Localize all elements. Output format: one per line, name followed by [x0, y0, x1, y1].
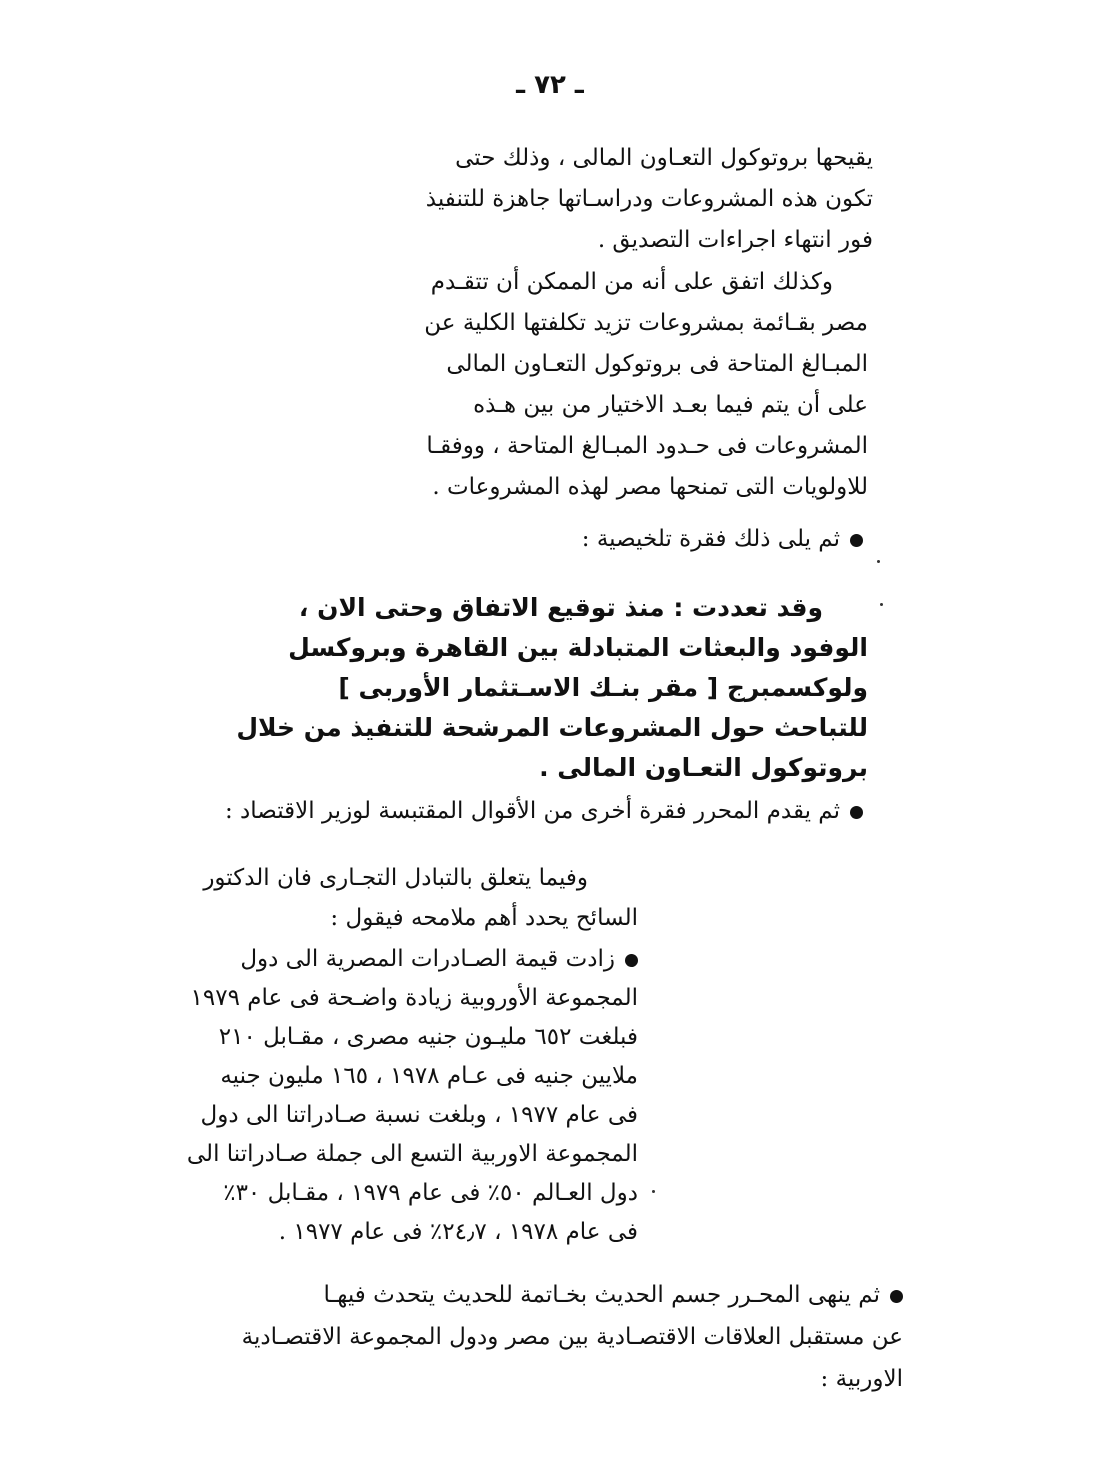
text-line: على أن يتم فيما بعـد الاختيار من بين هـذه	[473, 392, 868, 418]
text-line: المجموعة الاوربية التسع الى جملة صـادراتنا الى	[186, 1141, 638, 1167]
bullet-summary-intro	[243, 524, 863, 554]
text-line: فى عام ١٩٧٧ ، وبلغت نسبة صـادراتنا الى دول	[200, 1102, 638, 1128]
text-line: ولوكسمبرج [ مقر بنـك الاسـتثمار الأوربى ]	[338, 673, 868, 702]
bullet-dot-icon	[850, 806, 863, 819]
scan-speck	[880, 603, 883, 606]
text-line: للتباحث حول المشروعات المرشحة للتنفيذ من خلال	[236, 713, 868, 742]
text-line: الاوربية :	[820, 1366, 903, 1392]
bullet-line	[118, 1274, 903, 1316]
bullet-text: ثم ينهى المحـرر جسم الحديث بخـاتمة للحديث يتحدث فيهـا	[323, 1282, 880, 1308]
text-line: فبلغت ٦٥٢ مليـون جنيه مصرى ، مقـابل ٢١٠	[218, 1024, 638, 1050]
text-line: وكذلك اتفق على أنه من الممكن أن تتقـدم	[430, 269, 833, 295]
text-line: للاولويات التى تمنحها مصر لهذه المشروعات .	[432, 474, 868, 500]
scan-speck	[652, 1190, 655, 1193]
text-line: وفيما يتعلق بالتبادل التجـارى فان الدكتور	[203, 865, 588, 891]
text-line: فى عام ١٩٧٨ ، ٢٤٫٧٪ فى عام ١٩٧٧ .	[278, 1219, 638, 1245]
bullet-minister-quote-intro	[143, 796, 863, 826]
text-line: المبـالغ المتاحة فى بروتوكول التعـاون المالى	[446, 351, 868, 377]
paragraph-exports-figures	[133, 940, 638, 1252]
text-line: فور انتهاء اجراءات التصديق .	[597, 227, 873, 253]
bullet-line	[243, 524, 863, 554]
bullet-dot-icon	[625, 954, 638, 967]
paragraph-trade-exchange	[133, 858, 638, 938]
page-number: ـ ٧٢ ـ	[516, 70, 584, 100]
bullet-text: ثم يقدم المحرر فقرة أخرى من الأقوال المقتبسة لوزير الاقتصاد :	[224, 798, 840, 824]
text-line: مصر بقـائمة بمشروعات تزيد تكلفتها الكلية عن	[424, 310, 868, 336]
paragraph-projects-list	[358, 262, 868, 508]
paragraph-financial-protocol	[358, 138, 873, 261]
bullet-text: ثم يلى ذلك فقرة تلخيصية :	[581, 526, 840, 552]
text-line: يقيحها بروتوكول التعـاون المالى ، وذلك حتى	[455, 145, 873, 171]
bullet-text: زادت قيمة الصـادرات المصرية الى دول	[240, 946, 615, 972]
text-line: عن مستقبل العلاقات الاقتصـادية بين مصر ودول المجموعة الاقتصـادية	[241, 1324, 903, 1350]
text-line: بروتوكول التعـاون المالى .	[539, 753, 868, 782]
text-line: الوفود والبعثات المتبادلة بين القاهرة وبروكسل	[288, 633, 868, 662]
text-line: تكون هذه المشروعات ودراسـاتها جاهزة للتنفيذ	[425, 186, 873, 212]
scan-speck	[877, 560, 880, 563]
text-line: المجموعة الأوروبية زيادة واضـحة فى عام ١٩٧٩	[190, 985, 638, 1011]
bullet-dot-icon	[890, 1290, 903, 1303]
paragraph-conclusion	[118, 1274, 903, 1400]
text-line: وقد تعددت : منذ توقيع الاتفاق وحتى الان ،	[298, 593, 823, 622]
quote-bold-paragraph	[236, 588, 868, 788]
bullet-line	[133, 940, 638, 979]
text-line: المشروعات فى حـدود المبـالغ المتاحة ، ووفقـا	[426, 433, 868, 459]
text-line: ملايين جنيه فى عـام ١٩٧٨ ، ١٦٥ مليون جنيه	[220, 1063, 638, 1089]
bullet-dot-icon	[850, 534, 863, 547]
text-line: دول العـالم ٥٠٪ فى عام ١٩٧٩ ، مقـابل ٣٠٪	[223, 1180, 638, 1206]
text-line: السائح يحدد أهم ملامحه فيقول :	[330, 905, 638, 931]
bullet-line	[143, 796, 863, 826]
